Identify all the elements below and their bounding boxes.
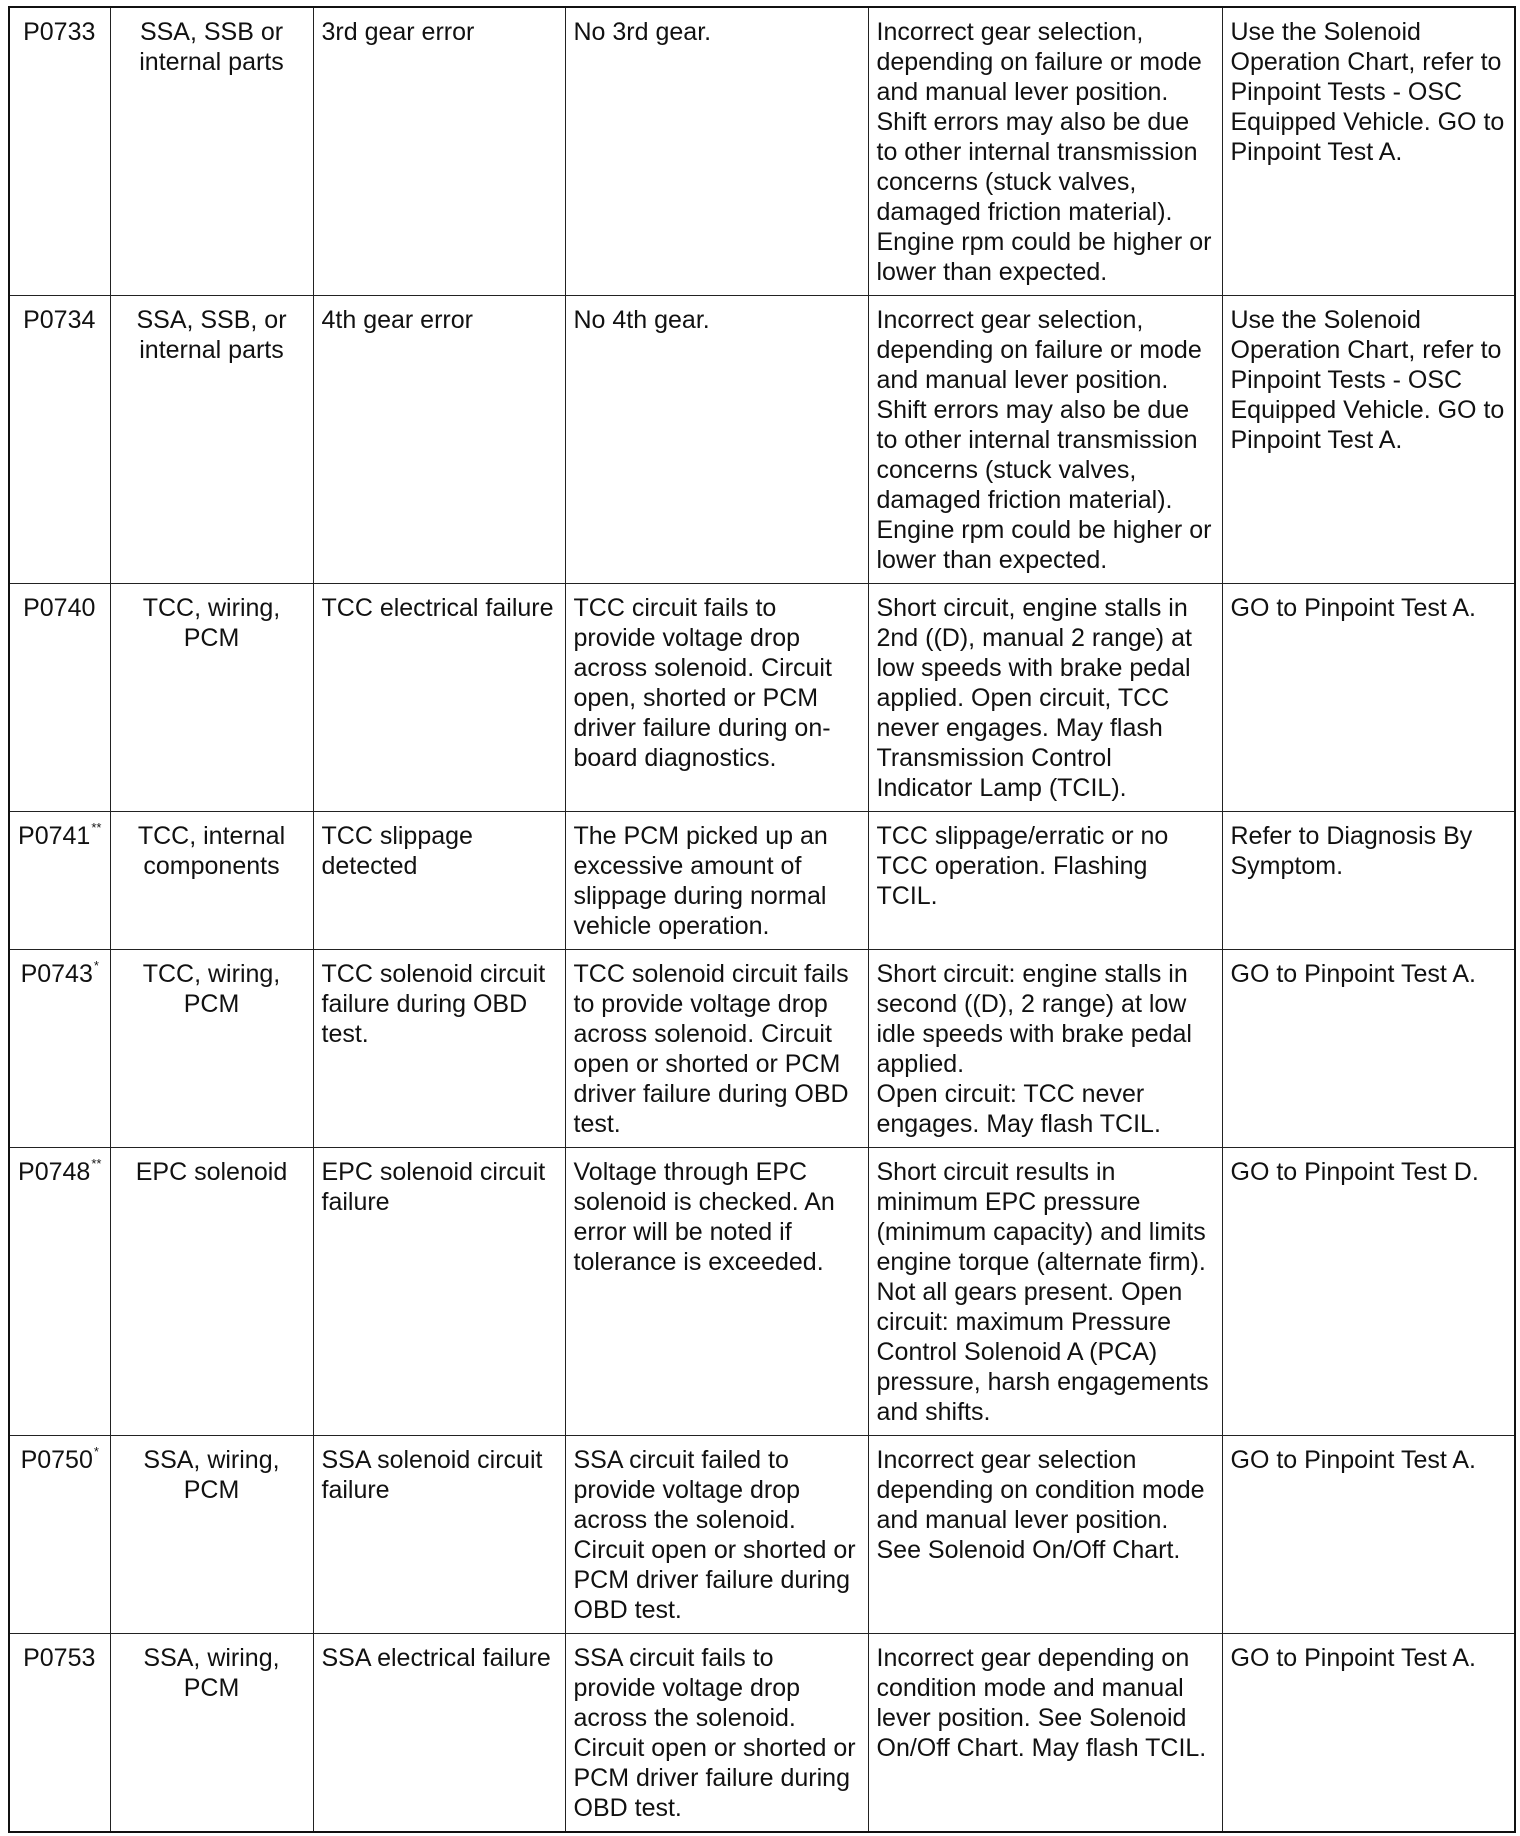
- dtc-footnote-mark: *: [93, 1443, 99, 1459]
- condition-cell: TCC solenoid circuit fails to provide voltage drop across solenoid. Circuit open or shorted or PCM driver failure during OBD test.: [565, 950, 868, 1148]
- component-cell: TCC, wiring, PCM: [110, 584, 313, 812]
- dtc-footnote-mark: *: [93, 957, 99, 973]
- condition-cell: The PCM picked up an excessive amount of slippage during normal vehicle operation.: [565, 812, 868, 950]
- table-row: [9, 7, 1515, 296]
- action-cell: GO to Pinpoint Test A.: [1222, 1634, 1515, 1833]
- dtc-footnote-mark: **: [91, 1155, 102, 1171]
- description-cell: EPC solenoid circuit failure: [313, 1148, 565, 1436]
- action-cell: GO to Pinpoint Test D.: [1222, 1148, 1515, 1436]
- condition-cell: No 4th gear.: [565, 296, 868, 584]
- description-cell: 3rd gear error: [313, 7, 565, 296]
- dtc-code: P0750: [20, 1446, 93, 1474]
- description-cell: TCC electrical failure: [313, 584, 565, 812]
- symptom-cell: TCC slippage/erratic or no TCC operation. Flashing TCIL.: [868, 812, 1222, 950]
- symptom-cell: Incorrect gear depending on condition mode and manual lever position. See Solenoid On/Off Chart. May flash TCIL.: [868, 1634, 1222, 1833]
- dtc-code: P0733: [23, 18, 96, 46]
- description-cell: SSA electrical failure: [313, 1634, 565, 1833]
- dtc-code-cell: [9, 7, 110, 296]
- table-row: [9, 1634, 1515, 1833]
- table-row: [9, 950, 1515, 1148]
- table-row: [9, 812, 1515, 950]
- dtc-footnote-mark: **: [91, 819, 102, 835]
- component-cell: SSA, wiring, PCM: [110, 1436, 313, 1634]
- symptom-cell: Incorrect gear selection depending on condition mode and manual lever position. See Solenoid On/Off Chart.: [868, 1436, 1222, 1634]
- condition-cell: SSA circuit failed to provide voltage drop across the solenoid. Circuit open or shorted or PCM driver failure during OBD test.: [565, 1436, 868, 1634]
- description-cell: TCC solenoid circuit failure during OBD test.: [313, 950, 565, 1148]
- component-cell: SSA, wiring, PCM: [110, 1634, 313, 1833]
- description-cell: TCC slippage detected: [313, 812, 565, 950]
- symptom-cell: Short circuit results in minimum EPC pressure (minimum capacity) and limits engine torque (alternate firm). Not all gears present. Open circuit: maximum Pressure Control Solenoid A (PCA) pressure, harsh engagements and shifts.: [868, 1148, 1222, 1436]
- dtc-table-body: [9, 7, 1515, 1832]
- condition-cell: No 3rd gear.: [565, 7, 868, 296]
- component-cell: TCC, wiring, PCM: [110, 950, 313, 1148]
- description-cell: SSA solenoid circuit failure: [313, 1436, 565, 1634]
- description-cell: 4th gear error: [313, 296, 565, 584]
- action-cell: GO to Pinpoint Test A.: [1222, 1436, 1515, 1634]
- dtc-code-cell: [9, 1436, 110, 1634]
- table-row: [9, 1436, 1515, 1634]
- symptom-cell: Incorrect gear selection, depending on failure or mode and manual lever position. Shift errors may also be due to other internal transmission concerns (stuck valves, damaged friction material). Engine rpm could be higher or lower than expected.: [868, 7, 1222, 296]
- dtc-code: P0753: [23, 1644, 96, 1672]
- action-cell: Use the Solenoid Operation Chart, refer to Pinpoint Tests - OSC Equipped Vehicle. GO to Pinpoint Test A.: [1222, 7, 1515, 296]
- action-cell: GO to Pinpoint Test A.: [1222, 950, 1515, 1148]
- condition-cell: SSA circuit fails to provide voltage drop across the solenoid. Circuit open or shorted or PCM driver failure during OBD test.: [565, 1634, 868, 1833]
- symptom-cell: Short circuit, engine stalls in 2nd ((D), manual 2 range) at low speeds with brake pedal applied. Open circuit, TCC never engages. May flash Transmission Control Indicator Lamp (TCIL).: [868, 584, 1222, 812]
- dtc-code-cell: [9, 950, 110, 1148]
- dtc-code-cell: [9, 1148, 110, 1436]
- symptom-cell: Incorrect gear selection, depending on failure or mode and manual lever position. Shift errors may also be due to other internal transmission concerns (stuck valves, damaged friction material). Engine rpm could be higher or lower than expected.: [868, 296, 1222, 584]
- condition-cell: Voltage through EPC solenoid is checked. An error will be noted if tolerance is exceeded.: [565, 1148, 868, 1436]
- table-row: [9, 1148, 1515, 1436]
- dtc-code: P0740: [23, 594, 96, 622]
- table-row: [9, 296, 1515, 584]
- dtc-code-cell: [9, 296, 110, 584]
- component-cell: SSA, SSB or internal parts: [110, 7, 313, 296]
- dtc-code: P0743: [20, 960, 93, 988]
- symptom-cell: Short circuit: engine stalls in second ((D), 2 range) at low idle speeds with brake pedal applied. Open circuit: TCC never engages. May flash TCIL.: [868, 950, 1222, 1148]
- dtc-code: P0734: [23, 306, 96, 334]
- dtc-code-cell: [9, 812, 110, 950]
- condition-cell: TCC circuit fails to provide voltage drop across solenoid. Circuit open, shorted or PCM driver failure during on-board diagnostics.: [565, 584, 868, 812]
- dtc-table: [8, 6, 1516, 1833]
- dtc-code: P0741: [18, 822, 91, 850]
- action-cell: GO to Pinpoint Test A.: [1222, 584, 1515, 812]
- component-cell: SSA, SSB, or internal parts: [110, 296, 313, 584]
- action-cell: Use the Solenoid Operation Chart, refer to Pinpoint Tests - OSC Equipped Vehicle. GO to Pinpoint Test A.: [1222, 296, 1515, 584]
- component-cell: EPC solenoid: [110, 1148, 313, 1436]
- table-row: [9, 584, 1515, 812]
- dtc-code: P0748: [18, 1158, 91, 1186]
- action-cell: Refer to Diagnosis By Symptom.: [1222, 812, 1515, 950]
- dtc-code-cell: [9, 584, 110, 812]
- dtc-code-cell: [9, 1634, 110, 1833]
- dtc-table-page: [8, 6, 1514, 1833]
- component-cell: TCC, internal components: [110, 812, 313, 950]
